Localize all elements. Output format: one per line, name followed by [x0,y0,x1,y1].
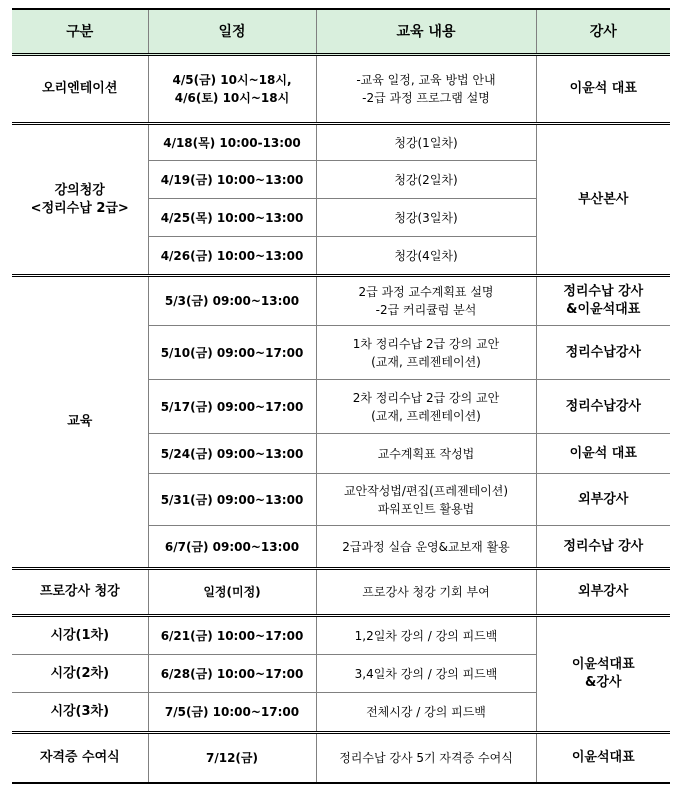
education-date-6: 6/7(금) 09:00~13:00 [148,526,316,569]
ceremony-content: 정리수납 강사 5기 자격증 수여식 [316,733,536,783]
trial-date-2: 6/28(금) 10:00~17:00 [148,655,316,693]
trial-date-3: 7/5(금) 10:00~17:00 [148,693,316,733]
trial-instructor [536,616,670,733]
trial-instructor-line1: 이윤석대표 [571,657,635,672]
lecture-date-4: 4/26(금) 10:00~13:00 [148,237,316,276]
education-instructor-6: 정리수납 강사 [536,526,670,569]
education-row-1 [12,276,670,326]
header-content: 교육 내용 [316,9,536,55]
education-content-2-line1: 1차 정리수납 2급 강의 교안 [352,336,500,351]
education-instructor-1-line1: 정리수납 강사 [563,284,644,299]
lecture-row-1 [12,124,670,161]
lecture-content-2: 청강(2일차) [316,161,536,199]
education-instructor-2: 정리수납강사 [536,326,670,380]
education-content-5-line1: 교안작성법/편집(프레젠테이션) [343,483,509,498]
education-date-3: 5/17(금) 09:00~17:00 [148,380,316,434]
education-content-1-line2: -2급 커리큘럼 분석 [375,303,477,317]
trial-content-2: 3,4일차 강의 / 강의 피드백 [316,655,536,693]
education-date-2: 5/10(금) 09:00~17:00 [148,326,316,380]
lecture-content-1: 청강(1일차) [316,124,536,161]
header-row [12,9,670,55]
trial-content-3: 전체시강 / 강의 피드백 [316,693,536,733]
pro-date: 일정(미정) [148,569,316,616]
ceremony-instructor: 이윤석대표 [536,733,670,783]
education-date-1: 5/3(금) 09:00~13:00 [148,276,316,326]
trial-category-3: 시강(3차) [12,693,148,733]
education-content-2 [316,326,536,380]
header-category: 구분 [12,9,148,55]
education-instructor-3: 정리수납강사 [536,380,670,434]
pro-category: 프로강사 청강 [12,569,148,616]
header-instructor: 강사 [536,9,670,55]
lecture-category-line1: 강의청강 [54,182,105,198]
education-content-1-line1: 2급 과정 교수계획표 설명 [358,285,494,299]
education-date-5: 5/31(금) 09:00~13:00 [148,474,316,526]
lecture-category-line2: <정리수납 2급> [30,200,129,216]
education-content-1 [316,276,536,326]
orientation-category: 오리엔테이션 [12,55,148,124]
lecture-category [12,124,148,276]
trial-content-1: 1,2일차 강의 / 강의 피드백 [316,616,536,655]
education-instructor-5: 외부강사 [536,474,670,526]
ceremony-date: 7/12(금) [148,733,316,783]
pro-row [12,569,670,616]
education-content-5 [316,474,536,526]
education-content-4: 교수계획표 작성법 [316,434,536,474]
education-content-3-line2: (교재, 프레젠테이션) [371,408,481,423]
orientation-date [148,55,316,124]
trial-instructor-line2: &강사 [585,675,622,690]
orientation-date-line2: 4/6(토) 10시~18시 [174,91,290,105]
trial-row-1 [12,616,670,655]
education-instructor-1-line2: &이윤석대표 [566,302,641,317]
trial-category-2: 시강(2차) [12,655,148,693]
trial-date-1: 6/21(금) 10:00~17:00 [148,616,316,655]
schedule-table-wrapper [12,8,670,784]
orientation-date-line1: 4/5(금) 10시~18시, [172,73,292,87]
education-instructor-1 [536,276,670,326]
orientation-content-line1: -교육 일정, 교육 방법 안내 [356,73,496,87]
education-content-6: 2급과정 실습 운영&교보재 활용 [316,526,536,569]
education-instructor-4: 이윤석 대표 [536,434,670,474]
header-schedule: 일정 [148,9,316,55]
education-content-3 [316,380,536,434]
orientation-content [316,55,536,124]
ceremony-category: 자격증 수여식 [12,733,148,783]
lecture-date-2: 4/19(금) 10:00~13:00 [148,161,316,199]
lecture-content-3: 청강(3일차) [316,199,536,237]
orientation-instructor: 이윤석 대표 [536,55,670,124]
education-content-2-line2: (교재, 프레젠테이션) [371,354,481,369]
pro-content: 프로강사 청강 기회 부여 [316,569,536,616]
lecture-instructor: 부산본사 [536,124,670,276]
orientation-row [12,55,670,124]
lecture-content-4: 청강(4일차) [316,237,536,276]
trial-category-1: 시강(1차) [12,616,148,655]
education-content-3-line1: 2차 정리수납 2급 강의 교안 [352,390,500,405]
education-content-5-line2: 파워포인트 활용법 [377,501,475,516]
education-date-4: 5/24(금) 09:00~13:00 [148,434,316,474]
lecture-date-1: 4/18(목) 10:00-13:00 [148,124,316,161]
lecture-date-3: 4/25(목) 10:00~13:00 [148,199,316,237]
pro-instructor: 외부강사 [536,569,670,616]
ceremony-row [12,733,670,783]
orientation-content-line2: -2급 과정 프로그램 설명 [362,91,490,105]
schedule-table [12,8,670,784]
education-category: 교육 [12,276,148,569]
